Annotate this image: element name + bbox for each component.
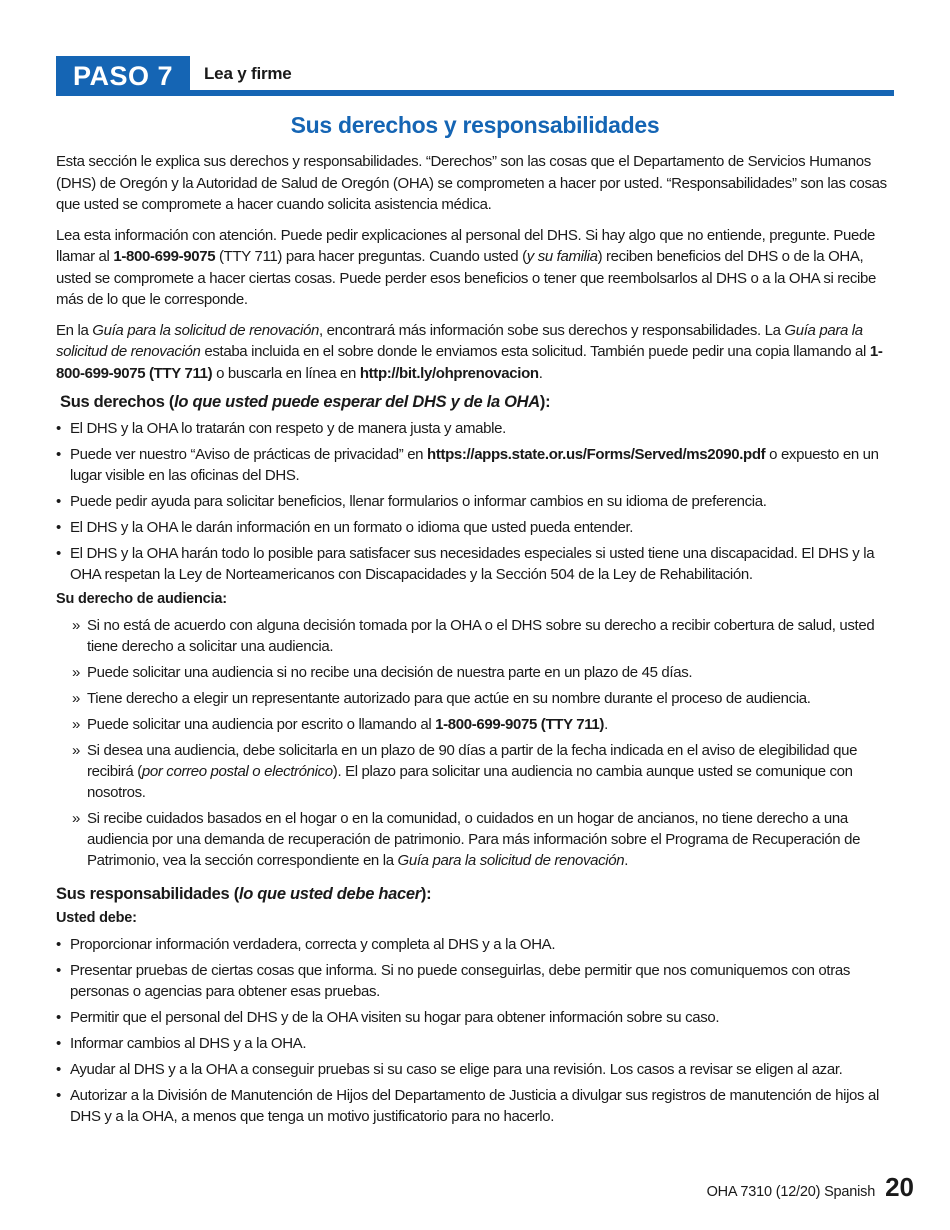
italic-text: lo que usted puede esperar del DHS y de la OHA [174,393,540,411]
text-run: (TTY 711) para hacer preguntas. Cuando usted ( [215,248,527,265]
text-run: Si desea una audiencia, debe solicitarla en un plazo de 90 días a partir de la fecha indicada en el aviso de elegibilidad que recibirá ( [87,742,858,780]
bullet-icon: • [56,545,61,562]
list-item [56,934,894,955]
page-title: Sus derechos y responsabilidades [290,112,660,138]
text-run: Puede solicitar una audiencia por escrito o llamando al [87,716,436,733]
text-run: Sus derechos ( [60,393,175,411]
arrow-icon: » [72,742,80,759]
text-run: ): [539,393,551,411]
list-item [56,517,894,538]
list-item [56,418,894,439]
text-run: o expuesto en un lugar visible en las oficinas del DHS. [70,446,879,484]
text-run: Lea esta información con atención. Puede pedir explicaciones al personal del DHS. Si hay algo que no entiende, pregunte. Puede llamar al [56,226,875,265]
text-run: ): [420,885,432,903]
list-item [56,491,894,512]
text-run: . [538,364,543,382]
hearing-heading: Su derecho de audiencia: [56,591,227,607]
list-item [56,1085,894,1127]
arrow-icon: » [72,810,80,827]
bullet-icon: • [56,493,61,510]
list-item [56,1033,894,1054]
bullet-icon: • [56,1061,61,1078]
bold-text: 1-800-699-9075 (TTY 711) [435,716,605,733]
italic-text: Guía para la solicitud de renovación [397,852,625,869]
page-number: 20 [885,1172,914,1202]
text-run: . [624,852,629,869]
text-run: El DHS y la OHA le darán información en un formato o idioma que usted pueda entender. [70,519,634,536]
responsibilities-subheading: Usted debe: [56,910,137,926]
hearing-list [56,615,894,871]
text-run: Tiene derecho a elegir un representante autorizado para que actúe en su nombre durante el proceso de audiencia. [87,690,811,707]
text-run: o buscarla en línea en [212,364,360,382]
arrow-icon: » [72,664,80,681]
text-run: Informar cambios al DHS y a la OHA. [70,1035,307,1052]
document-page [56,56,894,1133]
text-run: Puede solicitar una audiencia si no recibe una decisión de nuestra parte en un plazo de 45 días. [87,664,693,681]
text-run: Sus responsabilidades ( [56,885,239,903]
arrow-icon: » [72,617,80,634]
text-run: estaba incluida en el sobre donde le enviamos esta solicitud. También puede pedir una copia llamando al [200,343,870,360]
list-item [56,1059,894,1080]
intro-paragraph [56,225,894,311]
text-run: En la [56,321,93,339]
list-item [56,960,894,1002]
step-rule-divider [190,90,894,96]
text-run: . [604,716,608,733]
text-run: , encontrará más información sobe sus derechos y responsabilidades. La [318,321,785,339]
italic-text: por correo postal o electrónico [141,763,333,780]
text-run: ). El plazo para solicitar una audiencia no cambia aunque usted se comunique con nosotros. [87,763,853,801]
italic-text: y su familia [526,248,598,265]
list-item [72,808,894,871]
arrow-icon: » [72,716,80,733]
italic-text: Guía para la solicitud de renovación [56,321,863,360]
rights-list [56,418,894,585]
form-id: OHA 7310 (12/20) Spanish [706,1184,876,1200]
list-item [72,615,894,657]
bold-text: 1-800-699-9075 [113,248,216,265]
step-badge: PASO 7 [56,56,190,96]
intro-paragraph [56,320,894,385]
intro-paragraph [56,151,894,216]
page-footer [707,1172,914,1203]
arrow-icon: » [72,690,80,707]
bullet-icon: • [56,446,61,463]
text-run: ) reciben beneficios del DHS o de la OHA, usted se compromete a hacer ciertas cosas. Puede perder esos beneficios o tener que reembolsarlos al DHS o a la OHA si recibe más de lo que le corresponde. [56,248,877,308]
list-item [72,740,894,803]
text-run: Esta sección le explica sus derechos y responsabilidades. “Derechos” son las cosas que el Departamento de Servicios Humanos (DHS) de Oregón y la Autoridad de Salud de Oregón (OHA) se comprometen a hacer por usted. “Responsabilidades” son las cosas que usted se compromete a hacer cuando solicita asistencia médica. [56,153,887,213]
list-item [56,543,894,585]
text-run: Presentar pruebas de ciertas cosas que informa. Si no puede conseguirlas, debe permitir que nos comuniquemos con otras personas o agencias para obtener esas pruebas. [70,962,850,1000]
bold-text: 1-800-699-9075 (TTY 711) [56,343,883,382]
italic-text: lo que usted debe hacer [238,885,421,903]
bullet-icon: • [56,936,61,953]
text-run: Puede pedir ayuda para solicitar beneficios, llenar formularios o informar cambios en su idioma de preferencia. [70,493,767,510]
text-run: Puede ver nuestro “Aviso de prácticas de privacidad” en [70,446,427,463]
list-item [72,662,894,683]
bullet-icon: • [56,1035,61,1052]
text-run: El DHS y la OHA harán todo lo posible para satisfacer sus necesidades especiales si usted tiene una discapacidad. El DHS y la OHA respetan la Ley de Norteamericanos con Discapacidades y la Sección 504 de la Ley de Rehabilitación. [70,545,875,583]
bold-text: http://bit.ly/ohprenovacion [359,364,539,382]
text-run: Si no está de acuerdo con alguna decisión tomada por la OHA o el DHS sobre su derecho a recibir cobertura de salud, usted tiene derecho a solicitar una audiencia. [87,617,875,655]
bullet-icon: • [56,420,61,437]
bullet-icon: • [56,1009,61,1026]
responsibilities-heading [56,885,894,904]
text-run: Proporcionar información verdadera, correcta y completa al DHS y a la OHA. [70,936,556,953]
bullet-icon: • [56,962,61,979]
text-run: El DHS y la OHA lo tratarán con respeto y de manera justa y amable. [70,420,506,437]
step-header [56,56,894,96]
bullet-icon: • [56,519,61,536]
list-item [56,1007,894,1028]
list-item [72,714,894,735]
step-title: Lea y firme [204,64,292,83]
intro-section [56,151,894,384]
list-item [56,444,894,486]
list-item [72,688,894,709]
text-run: Si recibe cuidados basados en el hogar o en la comunidad, o cuidados en un hogar de ancianos, no tiene derecho a una audiencia por una demanda de recuperación de patrimonio. Para más información sobre el Programa de Recuperación de Patrimonio, vea la sección correspondiente en la [87,810,861,869]
rights-heading [60,393,894,412]
bullet-icon: • [56,1087,61,1104]
text-run: Ayudar al DHS y a la OHA a conseguir pruebas si su caso se elige para una revisión. Los casos a revisar se eligen al azar. [70,1061,843,1078]
bold-text: https://apps.state.or.us/Forms/Served/ms2090.pdf [427,446,766,463]
text-run: Permitir que el personal del DHS y de la OHA visiten su hogar para obtener información sobre su caso. [70,1009,720,1026]
responsibilities-list [56,934,894,1127]
italic-text: Guía para la solicitud de renovación [92,321,319,339]
text-run: Autorizar a la División de Manutención de Hijos del Departamento de Justicia a divulgar sus registros de manutención de hijos al DHS y a la OHA, a menos que tenga un motivo justificatorio para no hacerlo. [70,1087,879,1125]
